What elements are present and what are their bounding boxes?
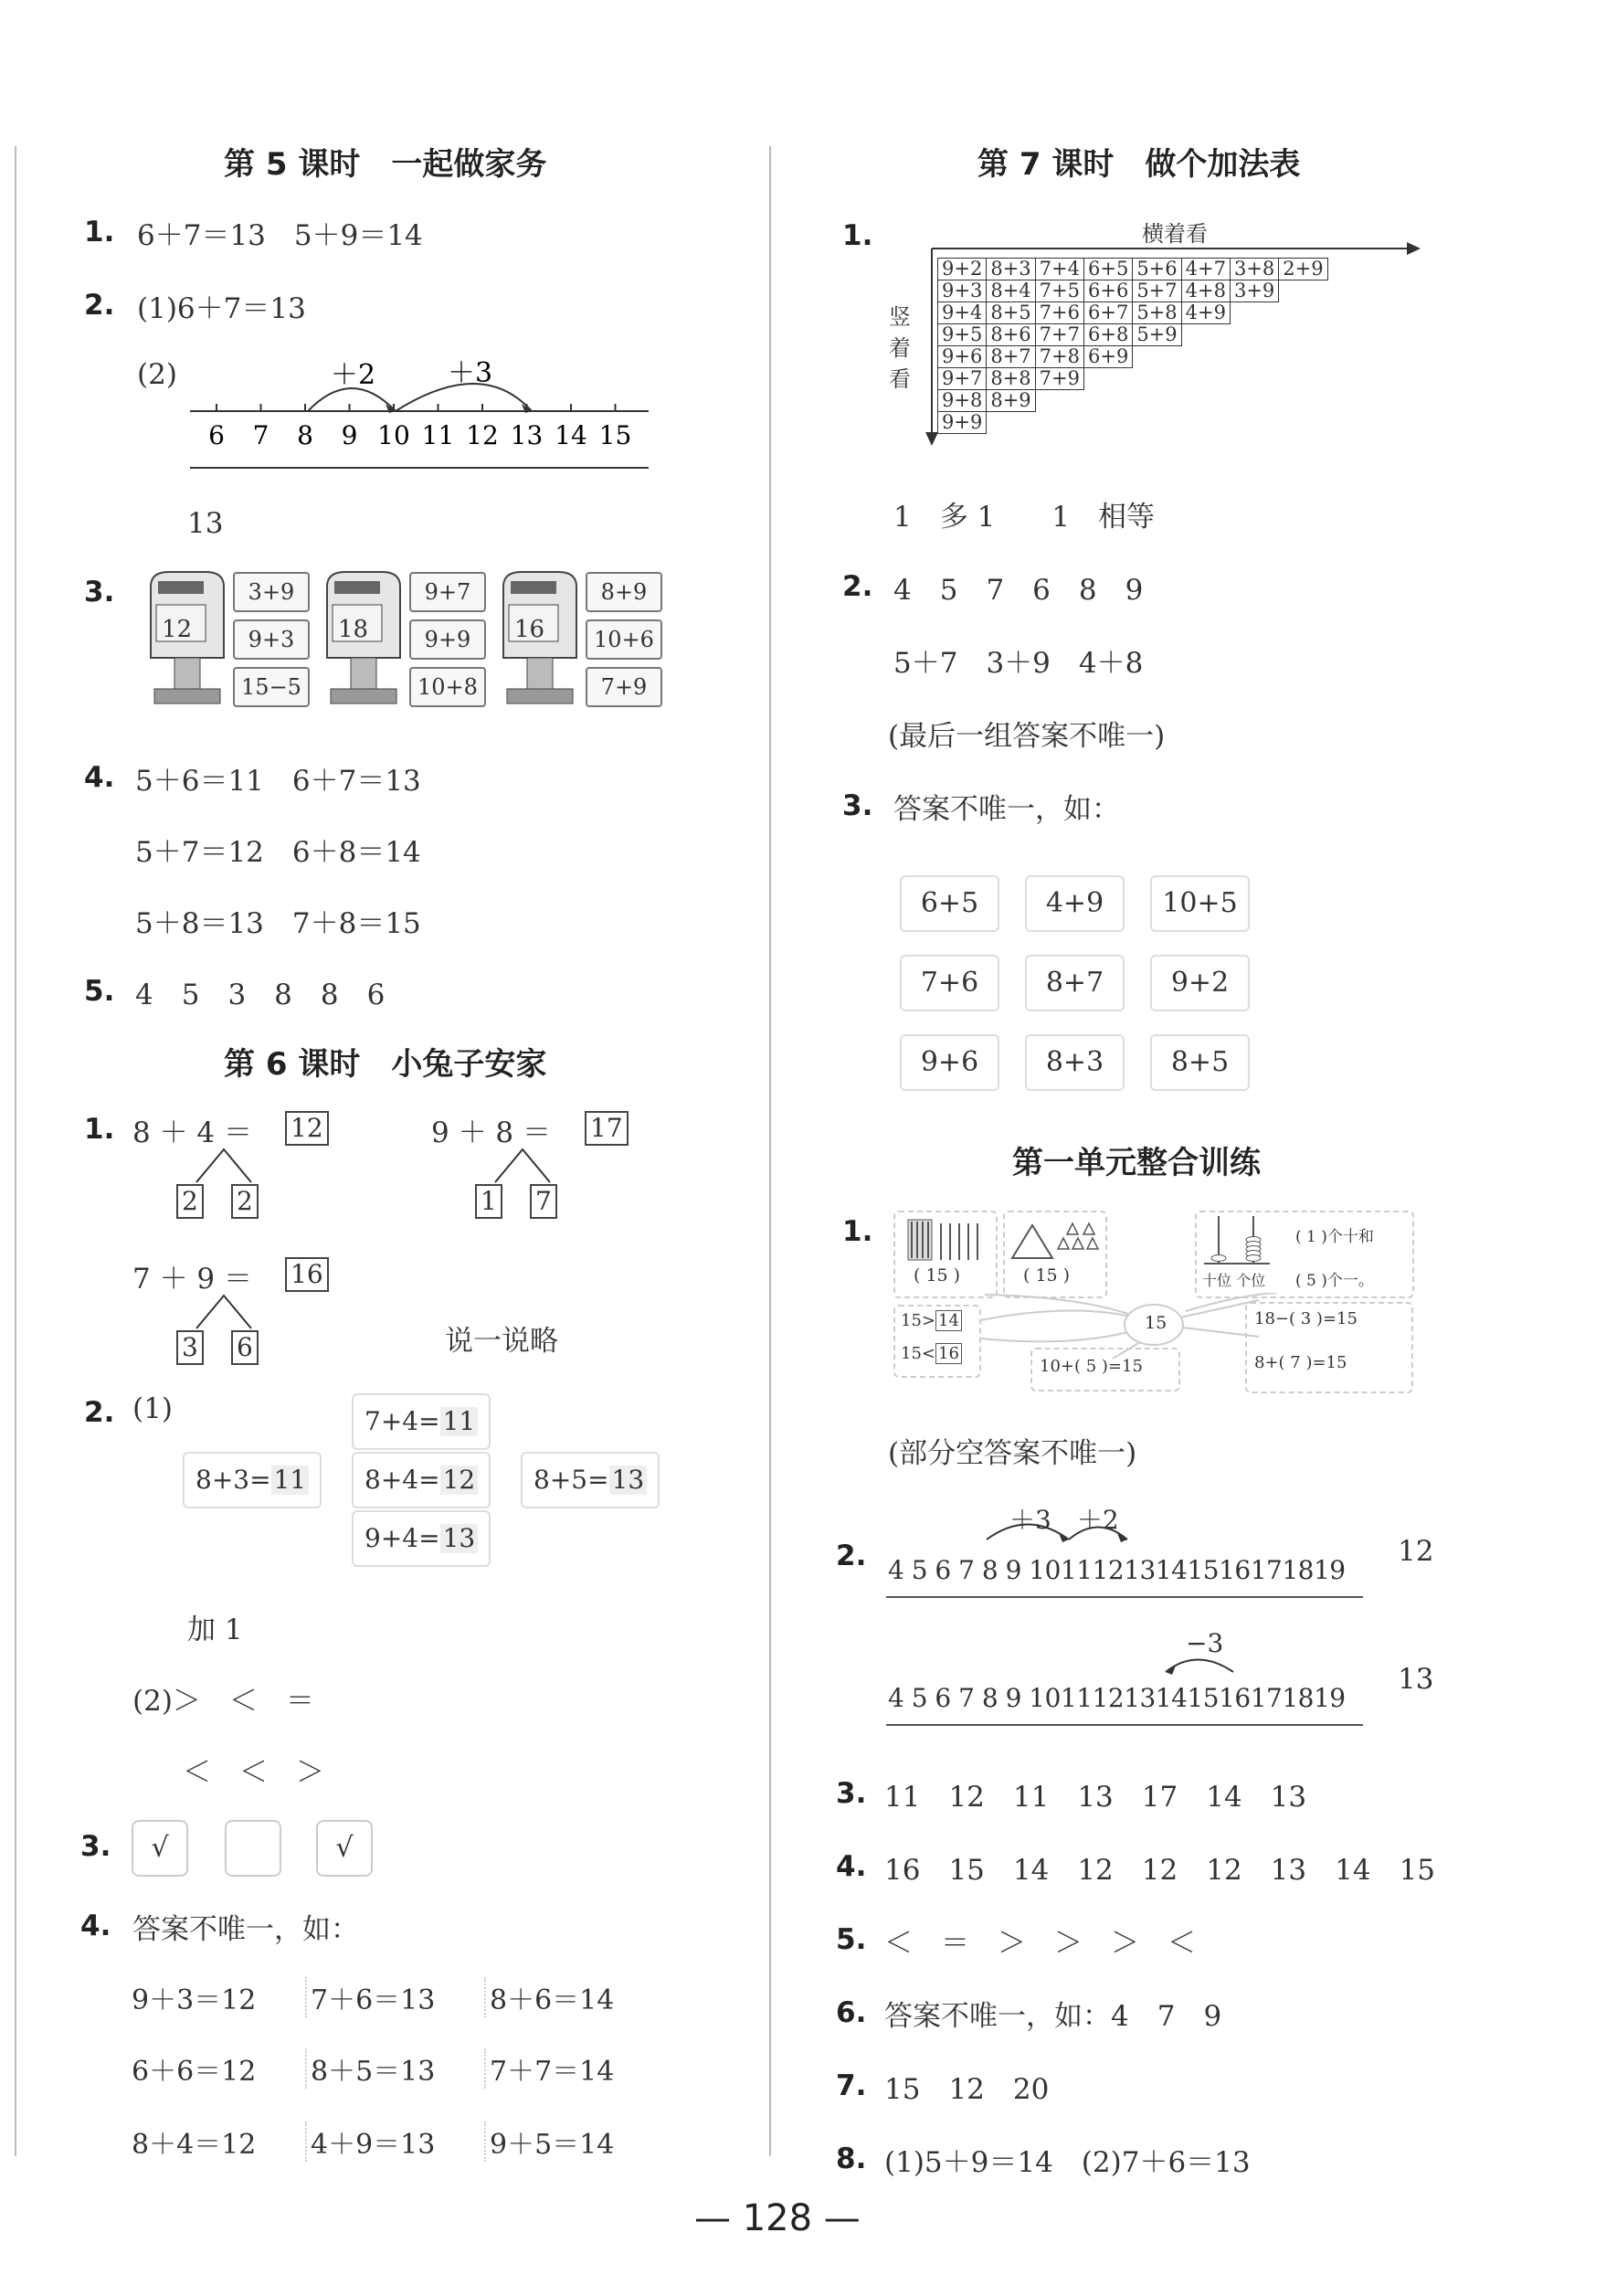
split-part: 6 (231, 1330, 259, 1365)
q-number: 2. (842, 570, 873, 603)
lesson6-q4-head: 答案不唯一，如： (132, 1913, 359, 1946)
lesson7-q2-row2: 5＋7 3＋9 4＋8 (893, 647, 1144, 680)
tick-label: 9 (341, 420, 358, 450)
split-branches (477, 1144, 559, 1184)
lesson7-q2-row1: 4 5 7 6 8 9 (893, 574, 1144, 607)
grid-value: 11 (440, 1407, 479, 1436)
table-cell: 7+9 (1035, 368, 1083, 390)
number-line (886, 1724, 1363, 1726)
grid-cell-right: 8+5= 13 (521, 1452, 660, 1508)
table-cell: 9+2 (938, 259, 987, 280)
jump-label: −3 (1186, 1628, 1224, 1658)
envelope-card: 9+9 (409, 619, 486, 660)
sum-row: 9＋3＝12 7＋6＝13 8＋6＝14 (128, 1977, 663, 2017)
lesson5-q2-answer: 13 (187, 507, 224, 540)
tick-label: 7 (252, 420, 269, 450)
table-cell: 8+8 (987, 368, 1035, 390)
grid-cell: 7+6 (900, 955, 999, 1011)
abacus-labels: 十位 个位 (1202, 1272, 1266, 1289)
table-cell: 4+8 (1181, 280, 1230, 302)
q-number: 4. (836, 1850, 867, 1883)
split-result: 12 (285, 1111, 329, 1146)
envelope-card: 8+9 (586, 572, 662, 612)
sum-row: 6＋6＝12 8＋5＝13 7＋7＝14 (128, 2048, 663, 2089)
table-cell: 7+6 (1035, 302, 1083, 324)
lesson5-q2-1: (1)6＋7＝13 (137, 292, 306, 325)
mailbox-number: 12 (162, 616, 193, 643)
tick-label: 15 (598, 420, 632, 450)
grid-cell-center: 8+4= 12 (352, 1452, 491, 1508)
lesson5-q1: 6＋7＝13 5＋9＝14 (137, 219, 423, 252)
grid-cell: 8+5 (1150, 1034, 1250, 1091)
tick-label: 12 (466, 420, 499, 450)
split-part: 7 (530, 1184, 557, 1219)
table-cell: 5+6 (1133, 259, 1181, 280)
table-cell: 4+7 (1181, 259, 1230, 280)
abacus-icon (1200, 1212, 1273, 1269)
tick-label: 6 (208, 420, 225, 450)
envelope-card: 3+9 (233, 572, 310, 612)
q-number: 5. (836, 1923, 867, 1956)
split-result: 17 (585, 1111, 629, 1146)
lesson5-q2-2-label: (2) (137, 358, 177, 391)
envelope-card: 9+7 (409, 572, 486, 612)
table-cell: 9+5 (938, 324, 987, 346)
envelope-card: 9+3 (233, 619, 310, 660)
envelope-card: 7+9 (586, 667, 662, 707)
lesson6-q2-2-row1: (2)＞ ＜ ＝ (132, 1685, 314, 1718)
table-cell: 9+8 (938, 390, 987, 412)
envelope-card: 10+8 (409, 667, 486, 707)
equation-b: 8+( 7 )=15 (1254, 1353, 1347, 1372)
split-part: 3 (176, 1330, 204, 1365)
q-number: 5. (84, 975, 115, 1008)
equation-a: 18−( 3 )=15 (1254, 1309, 1358, 1328)
q-number: 3. (80, 1830, 111, 1863)
unit-q2-answer: 12 (1398, 1535, 1434, 1568)
jump-label: ＋2 (331, 359, 376, 391)
lesson7-q2-note: (最后一组答案不唯一) (888, 720, 1166, 753)
tick-label: 8 (297, 420, 313, 450)
table-cell: 7+8 (1035, 346, 1083, 368)
q-number: 2. (836, 1539, 867, 1572)
lesson6-q2-label: (1) (132, 1392, 173, 1425)
lesson7-title: 第 7 课时 做个加法表 (977, 146, 1301, 183)
unit-q6: 答案不唯一，如：4 7 9 (884, 2000, 1222, 2033)
tick-label: 11 (421, 420, 455, 450)
left-margin-line (15, 146, 16, 2156)
compare-a: 15> 14 (901, 1311, 962, 1330)
lesson7-q1-answer: 1 多 1 1 相等 (893, 501, 1156, 534)
q-number: 3. (84, 576, 115, 608)
unit-title: 第一单元整合训练 (1012, 1145, 1261, 1181)
table-cell: 9+3 (938, 280, 987, 302)
mailbox-number: 16 (514, 616, 545, 643)
triangles-count: ( 15 ) (1023, 1265, 1071, 1286)
lesson6-q2-add: 加 1 (187, 1614, 243, 1646)
lesson5-q4-row: 5＋6＝11 6＋7＝13 (135, 765, 421, 798)
grid-value: 13 (440, 1524, 479, 1553)
table-cell: 4+9 (1181, 302, 1230, 324)
table-cell: 3+8 (1230, 259, 1278, 280)
split-result: 16 (285, 1257, 329, 1292)
addition-table (937, 258, 1328, 434)
check-box: √ (316, 1820, 373, 1877)
check-box: √ (132, 1820, 188, 1877)
envelope-card: 15−5 (233, 667, 310, 707)
lesson6-title: 第 6 课时 小兔子安家 (224, 1046, 547, 1083)
check-box (225, 1820, 281, 1877)
table-cell: 9+4 (938, 302, 987, 324)
grid-cell-bottom: 9+4= 13 (352, 1510, 491, 1567)
grid-cell: 9+2 (1150, 955, 1250, 1011)
vertical-label: 竖 着 看 (889, 304, 911, 392)
split-expr: 7 ＋ 9 ＝ (132, 1263, 253, 1296)
q-number: 2. (84, 1396, 115, 1429)
grid-cell-left: 8+3= 11 (183, 1452, 322, 1508)
grid-cell: 4+9 (1025, 875, 1125, 932)
number-line (886, 1596, 1363, 1598)
number-line-ticks: 4 5 6 7 8 9 10111213141516171819 (888, 1683, 1346, 1713)
unit-q8: (1)5＋9＝14 (2)7＋6＝13 (884, 2146, 1251, 2179)
table-cell: 7+7 (1035, 324, 1083, 346)
page-number: — 128 — (694, 2197, 861, 2239)
split-branches (178, 1290, 260, 1330)
q-number: 2. (84, 289, 115, 322)
table-cell: 6+7 (1083, 302, 1132, 324)
q-number: 4. (80, 1910, 111, 1942)
horizontal-label: 横着看 (1142, 221, 1208, 247)
table-cell: 7+4 (1035, 259, 1083, 280)
sticks-icon (904, 1216, 987, 1264)
split-branches (178, 1144, 260, 1184)
jump-labels: ＋3 ＋2 (1009, 1505, 1119, 1535)
split-part: 2 (176, 1184, 204, 1219)
table-cell: 7+5 (1035, 280, 1083, 302)
unit-q2-answer: 13 (1398, 1663, 1434, 1696)
unit-q5: ＜ ＝ ＞ ＞ ＞ ＜ (884, 1927, 1196, 1960)
tens-ones-a: ( 1 )个十和 (1295, 1228, 1374, 1246)
sticks-count: ( 15 ) (914, 1265, 961, 1286)
lesson5-title: 第 5 课时 一起做家务 (224, 146, 547, 183)
jump-label: ＋3 (448, 357, 493, 389)
unit-q3: 11 12 11 13 17 14 13 (884, 1781, 1307, 1814)
lesson7-q3-head: 答案不唯一，如： (893, 793, 1120, 826)
grid-value: 13 (609, 1465, 648, 1495)
q-number: 3. (842, 789, 873, 822)
table-cell: 6+9 (1083, 346, 1132, 368)
lesson5-q5: 4 5 3 8 8 6 (135, 979, 386, 1011)
q-number: 1. (842, 219, 873, 252)
center-number: 15 (1145, 1313, 1168, 1333)
column-divider (769, 146, 771, 2156)
table-cell: 8+6 (987, 324, 1035, 346)
grid-value: 11 (271, 1465, 310, 1495)
grid-cell-top: 7+4= 11 (352, 1393, 491, 1450)
split-part: 1 (475, 1184, 502, 1219)
q-number: 3. (836, 1777, 867, 1810)
unit-q4: 16 15 14 12 12 12 13 14 15 (884, 1854, 1436, 1887)
table-cell: 6+6 (1083, 280, 1132, 302)
grid-cell: 6+5 (900, 875, 999, 932)
lesson5-q4-row: 5＋7＝12 6＋8＝14 (135, 836, 421, 869)
grid-cell: 8+3 (1025, 1034, 1125, 1091)
q-number: 1. (84, 1113, 115, 1146)
number-15-diagram (893, 1211, 1423, 1393)
grid-value: 12 (440, 1465, 479, 1495)
grid-cell: 8+7 (1025, 955, 1125, 1011)
split-part: 2 (231, 1184, 259, 1219)
q-number: 7. (836, 2069, 867, 2102)
table-cell: 8+3 (987, 259, 1035, 280)
equation-c: 10+( 5 )=15 (1040, 1357, 1143, 1376)
jump-arc (308, 388, 396, 411)
table-cell: 8+4 (987, 280, 1035, 302)
q-number: 8. (836, 2143, 867, 2175)
q-number: 4. (84, 761, 115, 794)
compare-b: 15< 16 (901, 1344, 962, 1363)
split-expr: 8 ＋ 4 ＝ (132, 1116, 253, 1149)
envelope-card: 10+6 (586, 619, 662, 660)
table-cell: 2+9 (1279, 259, 1327, 280)
lesson6-q2-2-row2: ＜ ＜ ＞ (183, 1756, 324, 1789)
table-cell: 8+5 (987, 302, 1035, 324)
tick-label: 14 (555, 420, 587, 450)
table-cell: 5+8 (1133, 302, 1181, 324)
table-cell: 5+9 (1133, 324, 1181, 346)
table-cell: 9+7 (938, 368, 987, 390)
table-cell: 3+9 (1230, 280, 1278, 302)
tick-label: 13 (510, 420, 544, 450)
q-number: 6. (836, 1996, 867, 2029)
mailbox-number: 18 (338, 616, 369, 643)
table-cell: 5+7 (1133, 280, 1181, 302)
lesson5-q4-row: 5＋8＝13 7＋8＝15 (135, 907, 421, 940)
grid-cell: 10+5 (1150, 875, 1250, 932)
tick-label: 10 (377, 420, 410, 450)
table-cell: 9+6 (938, 346, 987, 368)
unit-q7: 15 12 20 (884, 2073, 1050, 2106)
triangles-icon (1007, 1216, 1104, 1264)
table-cell: 6+5 (1083, 259, 1132, 280)
lesson6-q1-note: 说一说略 (445, 1325, 558, 1358)
table-cell: 9+9 (938, 412, 987, 434)
q-number: 1. (84, 216, 115, 249)
table-cell: 8+7 (987, 346, 1035, 368)
split-expr: 9 ＋ 8 ＝ (431, 1116, 552, 1149)
table-cell: 6+8 (1083, 324, 1132, 346)
grid-cell: 9+6 (900, 1034, 999, 1091)
sum-row: 8＋4＝12 4＋9＝13 9＋5＝14 (128, 2121, 663, 2162)
unit-q1-note: (部分空答案不唯一) (888, 1437, 1137, 1470)
table-cell: 8+9 (987, 390, 1035, 412)
number-line-ticks: 4 5 6 7 8 9 10111213141516171819 (888, 1555, 1346, 1585)
q-number: 1. (842, 1215, 873, 1248)
tens-ones-b: ( 5 )个一。 (1295, 1272, 1374, 1290)
number-line (183, 347, 658, 475)
